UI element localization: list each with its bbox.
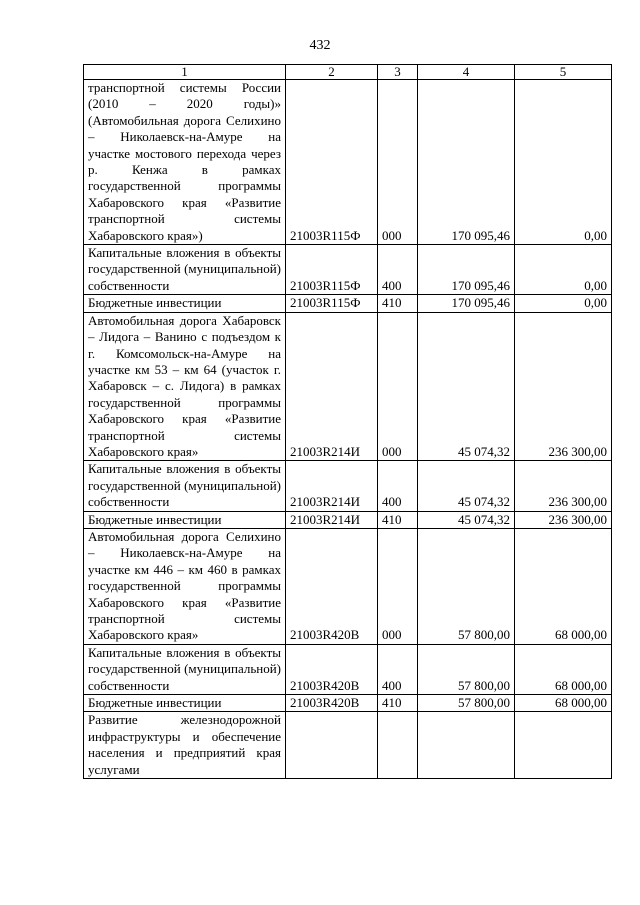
- row-name: Капитальные вложения в объекты государственной (муниципальной) собственности: [84, 245, 286, 295]
- row-name: Бюджетные инвестиции: [84, 695, 286, 712]
- row-sum-2: 68 000,00: [515, 695, 612, 712]
- row-name: транспортной системы России (2010 – 2020 годы)» (Автомобильная дорога Селихино – Николаевск-на-Амуре на участке мостового перехода через р. Кенжа в рамках государственной программы Хабаровского края «Развитие транспортной системы Хабаровского края»): [84, 80, 286, 245]
- table-row: [84, 511, 612, 528]
- table-row: [84, 245, 612, 295]
- row-name: Капитальные вложения в объекты государственной (муниципальной) собственности: [84, 644, 286, 694]
- row-code: 21003R420В: [286, 695, 378, 712]
- row-code: 21003R115Ф: [286, 295, 378, 312]
- column-header: 4: [418, 65, 515, 80]
- table-row: [84, 80, 612, 245]
- row-sum-2: 0,00: [515, 295, 612, 312]
- row-expense-type: 410: [378, 295, 418, 312]
- budget-table: [83, 64, 612, 779]
- table-row: [84, 461, 612, 511]
- row-expense-type: 400: [378, 461, 418, 511]
- row-expense-type: 000: [378, 80, 418, 245]
- row-expense-type: 400: [378, 644, 418, 694]
- row-code: 21003R115Ф: [286, 245, 378, 295]
- row-expense-type: 400: [378, 245, 418, 295]
- table-row: [84, 312, 612, 461]
- row-name: Развитие железнодорожной инфраструктуры и обеспечение населения и предприятий края услугами: [84, 712, 286, 779]
- row-code: 21003R420В: [286, 644, 378, 694]
- row-code: [286, 712, 378, 779]
- row-sum-1: 57 800,00: [418, 644, 515, 694]
- row-expense-type: 000: [378, 528, 418, 644]
- row-sum-1: 57 800,00: [418, 695, 515, 712]
- row-expense-type: [378, 712, 418, 779]
- row-sum-1: 170 095,46: [418, 245, 515, 295]
- row-name: Бюджетные инвестиции: [84, 295, 286, 312]
- row-sum-2: 236 300,00: [515, 511, 612, 528]
- row-sum-1: 170 095,46: [418, 295, 515, 312]
- row-code: 21003R214И: [286, 511, 378, 528]
- page-number: 432: [309, 38, 331, 53]
- row-sum-2: 68 000,00: [515, 644, 612, 694]
- row-sum-1: 170 095,46: [418, 80, 515, 245]
- table-row: [84, 695, 612, 712]
- header-row: [84, 65, 612, 80]
- table-row: [84, 644, 612, 694]
- row-code: 21003R214И: [286, 312, 378, 461]
- row-name: Бюджетные инвестиции: [84, 511, 286, 528]
- row-sum-1: 45 074,32: [418, 312, 515, 461]
- row-sum-2: 236 300,00: [515, 461, 612, 511]
- row-sum-1: 45 074,32: [418, 511, 515, 528]
- row-name: Капитальные вложения в объекты государственной (муниципальной) собственности: [84, 461, 286, 511]
- row-sum-2: 68 000,00: [515, 528, 612, 644]
- table-row: [84, 712, 612, 779]
- column-header: 2: [286, 65, 378, 80]
- row-expense-type: 410: [378, 695, 418, 712]
- row-sum-1: 57 800,00: [418, 528, 515, 644]
- row-sum-2: [515, 712, 612, 779]
- row-name: Автомобильная дорога Селихино – Николаевск-на-Амуре на участке км 446 – км 460 в рамках государственной программы Хабаровского края «Развитие транспортной системы Хабаровского края»: [84, 528, 286, 644]
- row-sum-1: 45 074,32: [418, 461, 515, 511]
- column-header: 5: [515, 65, 612, 80]
- row-code: 21003R214И: [286, 461, 378, 511]
- row-expense-type: 000: [378, 312, 418, 461]
- column-header: 1: [84, 65, 286, 80]
- row-code: 21003R420В: [286, 528, 378, 644]
- row-sum-2: 236 300,00: [515, 312, 612, 461]
- row-sum-2: 0,00: [515, 245, 612, 295]
- row-sum-1: [418, 712, 515, 779]
- table-row: [84, 295, 612, 312]
- table-row: [84, 528, 612, 644]
- column-header: 3: [378, 65, 418, 80]
- row-expense-type: 410: [378, 511, 418, 528]
- row-name: Автомобильная дорога Хабаровск – Лидога – Ванино с подъездом к г. Комсомольск-на-Амуре на участке км 53 – км 64 (участок г. Хабаровск – с. Лидога) в рамках государственной программы Хабаровского края «Развитие транспортной системы Хабаровского края»: [84, 312, 286, 461]
- row-code: 21003R115Ф: [286, 80, 378, 245]
- row-sum-2: 0,00: [515, 80, 612, 245]
